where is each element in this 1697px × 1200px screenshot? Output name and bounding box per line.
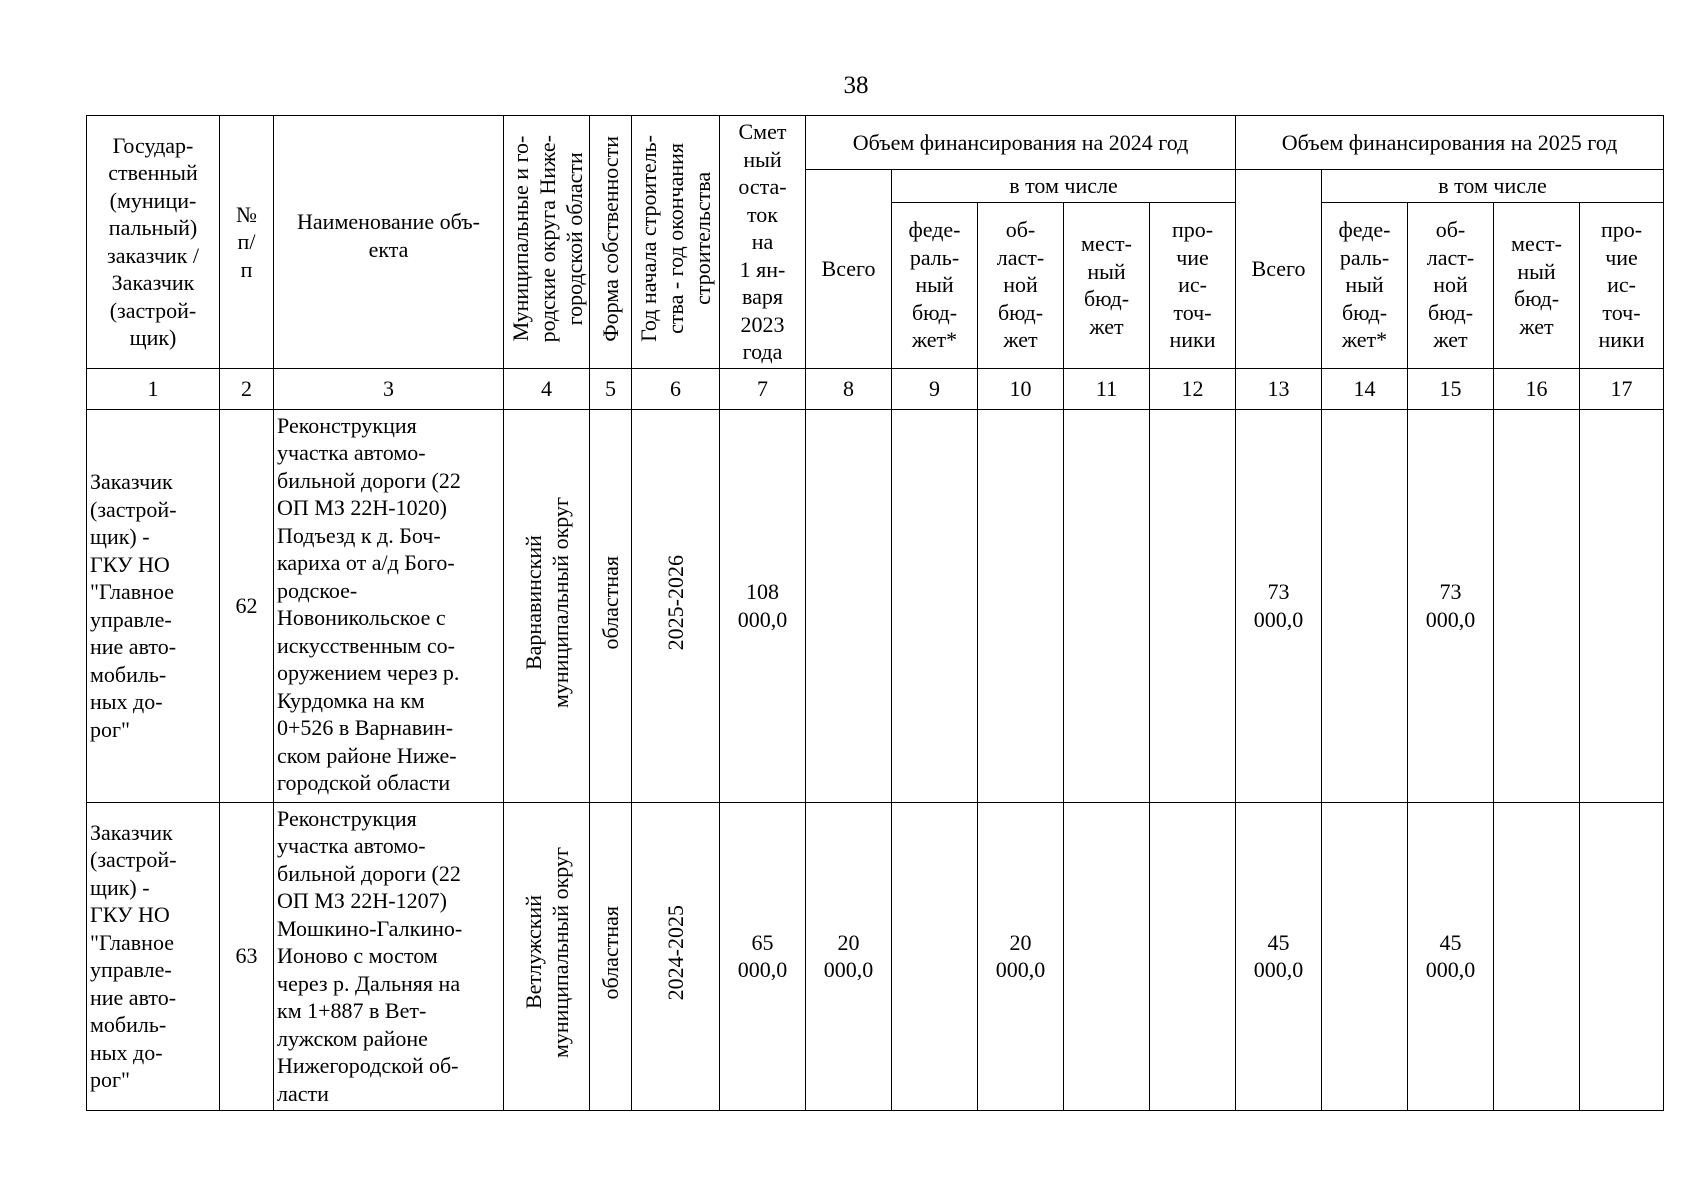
estimate-cell: 65 000,0 [720,802,806,1110]
number-cell: 63 [220,802,274,1110]
total-2024-cell [806,409,892,802]
ownership-cell: областная [590,802,632,1110]
header-including-2025: в том числе [1322,170,1664,203]
header-financing-2024: Объем финансирования на 2024 год [806,116,1236,170]
customer-cell: Заказчик (застрой- щик) - ГКУ НО "Главное управле- ние авто- мобиль- ных до- рог" [87,409,220,802]
header-regional-2024: об- ласт- ной бюд- жет [978,202,1064,368]
header-local-2025: мест- ный бюд- жет [1494,202,1580,368]
local-2024-cell [1064,802,1150,1110]
regional-2024-cell: 20 000,0 [978,802,1064,1110]
header-district: Муниципальные и го- родские округа Ниже- городской области [504,116,590,369]
column-number: 1 [87,368,220,409]
table-row [87,802,1664,1110]
regional-2024-cell [978,409,1064,802]
total-2025-cell: 45 000,0 [1236,802,1322,1110]
column-numbers-row [87,368,1664,409]
column-number: 6 [632,368,720,409]
customer-cell: Заказчик (застрой- щик) - ГКУ НО "Главное управле- ние авто- мобиль- ных до- рог" [87,802,220,1110]
page-number: 38 [843,72,869,99]
other-2024-cell [1150,409,1236,802]
header-customer: Государ- ственный (муници- пальный) заказчик / Заказчик (застрой- щик) [87,116,220,369]
regional-2025-cell: 45 000,0 [1408,802,1494,1110]
column-number: 12 [1150,368,1236,409]
federal-2024-cell [892,802,978,1110]
table-row [87,409,1664,802]
header-total-2024: Всего [806,170,892,369]
federal-2025-cell [1322,409,1408,802]
header-including-2024: в том числе [892,170,1236,203]
header-other-2024: про- чие ис- точ- ники [1150,202,1236,368]
header-total-2025: Всего [1236,170,1322,369]
column-number: 15 [1408,368,1494,409]
column-number: 2 [220,368,274,409]
header-federal-2025: феде- раль- ный бюд- жет* [1322,202,1408,368]
object-name-cell: Реконструкция участка автомо- бильной дороги (22 ОП МЗ 22Н-1020) Подъезд к д. Боч- кариха от а/д Бого- родское- Новоникольское с искусственным со- оружением через р. Курдомка на км 0+526 в Варнавин- ском районе Ниже- городской области [274,409,504,802]
district-cell: Ветлужский муниципальный округ [504,802,590,1110]
column-number: 8 [806,368,892,409]
column-number: 4 [504,368,590,409]
column-number: 13 [1236,368,1322,409]
header-financing-2025: Объем финансирования на 2025 год [1236,116,1664,170]
ownership-cell: областная [590,409,632,802]
total-2024-cell: 20 000,0 [806,802,892,1110]
other-2025-cell [1580,802,1664,1110]
header-object-name: Наименование объ- екта [274,116,504,369]
column-number: 11 [1064,368,1150,409]
estimate-cell: 108 000,0 [720,409,806,802]
column-number: 7 [720,368,806,409]
header-number: № п/ п [220,116,274,369]
total-2025-cell: 73 000,0 [1236,409,1322,802]
column-number: 5 [590,368,632,409]
local-2024-cell [1064,409,1150,802]
column-number: 16 [1494,368,1580,409]
header-estimate-balance: Смет ный оста- ток на 1 ян- варя 2023 года [720,116,806,369]
district-cell: Варнавинский муниципальный округ [504,409,590,802]
header-construction-years: Год начала строитель- ства - год окончания строительства [632,116,720,369]
other-2025-cell [1580,409,1664,802]
other-2024-cell [1150,802,1236,1110]
object-name-cell: Реконструкция участка автомо- бильной дороги (22 ОП МЗ 22Н-1207) Мошкино-Галкино- Ионово с мостом через р. Дальняя на км 1+887 в Вет- лужском районе Нижегородской об- ласти [274,802,504,1110]
column-number: 10 [978,368,1064,409]
years-cell: 2024-2025 [632,802,720,1110]
local-2025-cell [1494,802,1580,1110]
years-cell: 2025-2026 [632,409,720,802]
header-other-2025: про- чие ис- точ- ники [1580,202,1664,368]
regional-2025-cell: 73 000,0 [1408,409,1494,802]
federal-2024-cell [892,409,978,802]
column-number: 9 [892,368,978,409]
column-number: 3 [274,368,504,409]
local-2025-cell [1494,409,1580,802]
header-regional-2025: об- ласт- ной бюд- жет [1408,202,1494,368]
number-cell: 62 [220,409,274,802]
column-number: 17 [1580,368,1664,409]
column-number: 14 [1322,368,1408,409]
header-ownership: Форма собственности [590,116,632,369]
federal-2025-cell [1322,802,1408,1110]
header-local-2024: мест- ный бюд- жет [1064,202,1150,368]
header-federal-2024: феде- раль- ный бюд- жет* [892,202,978,368]
financing-table [86,115,1664,1111]
